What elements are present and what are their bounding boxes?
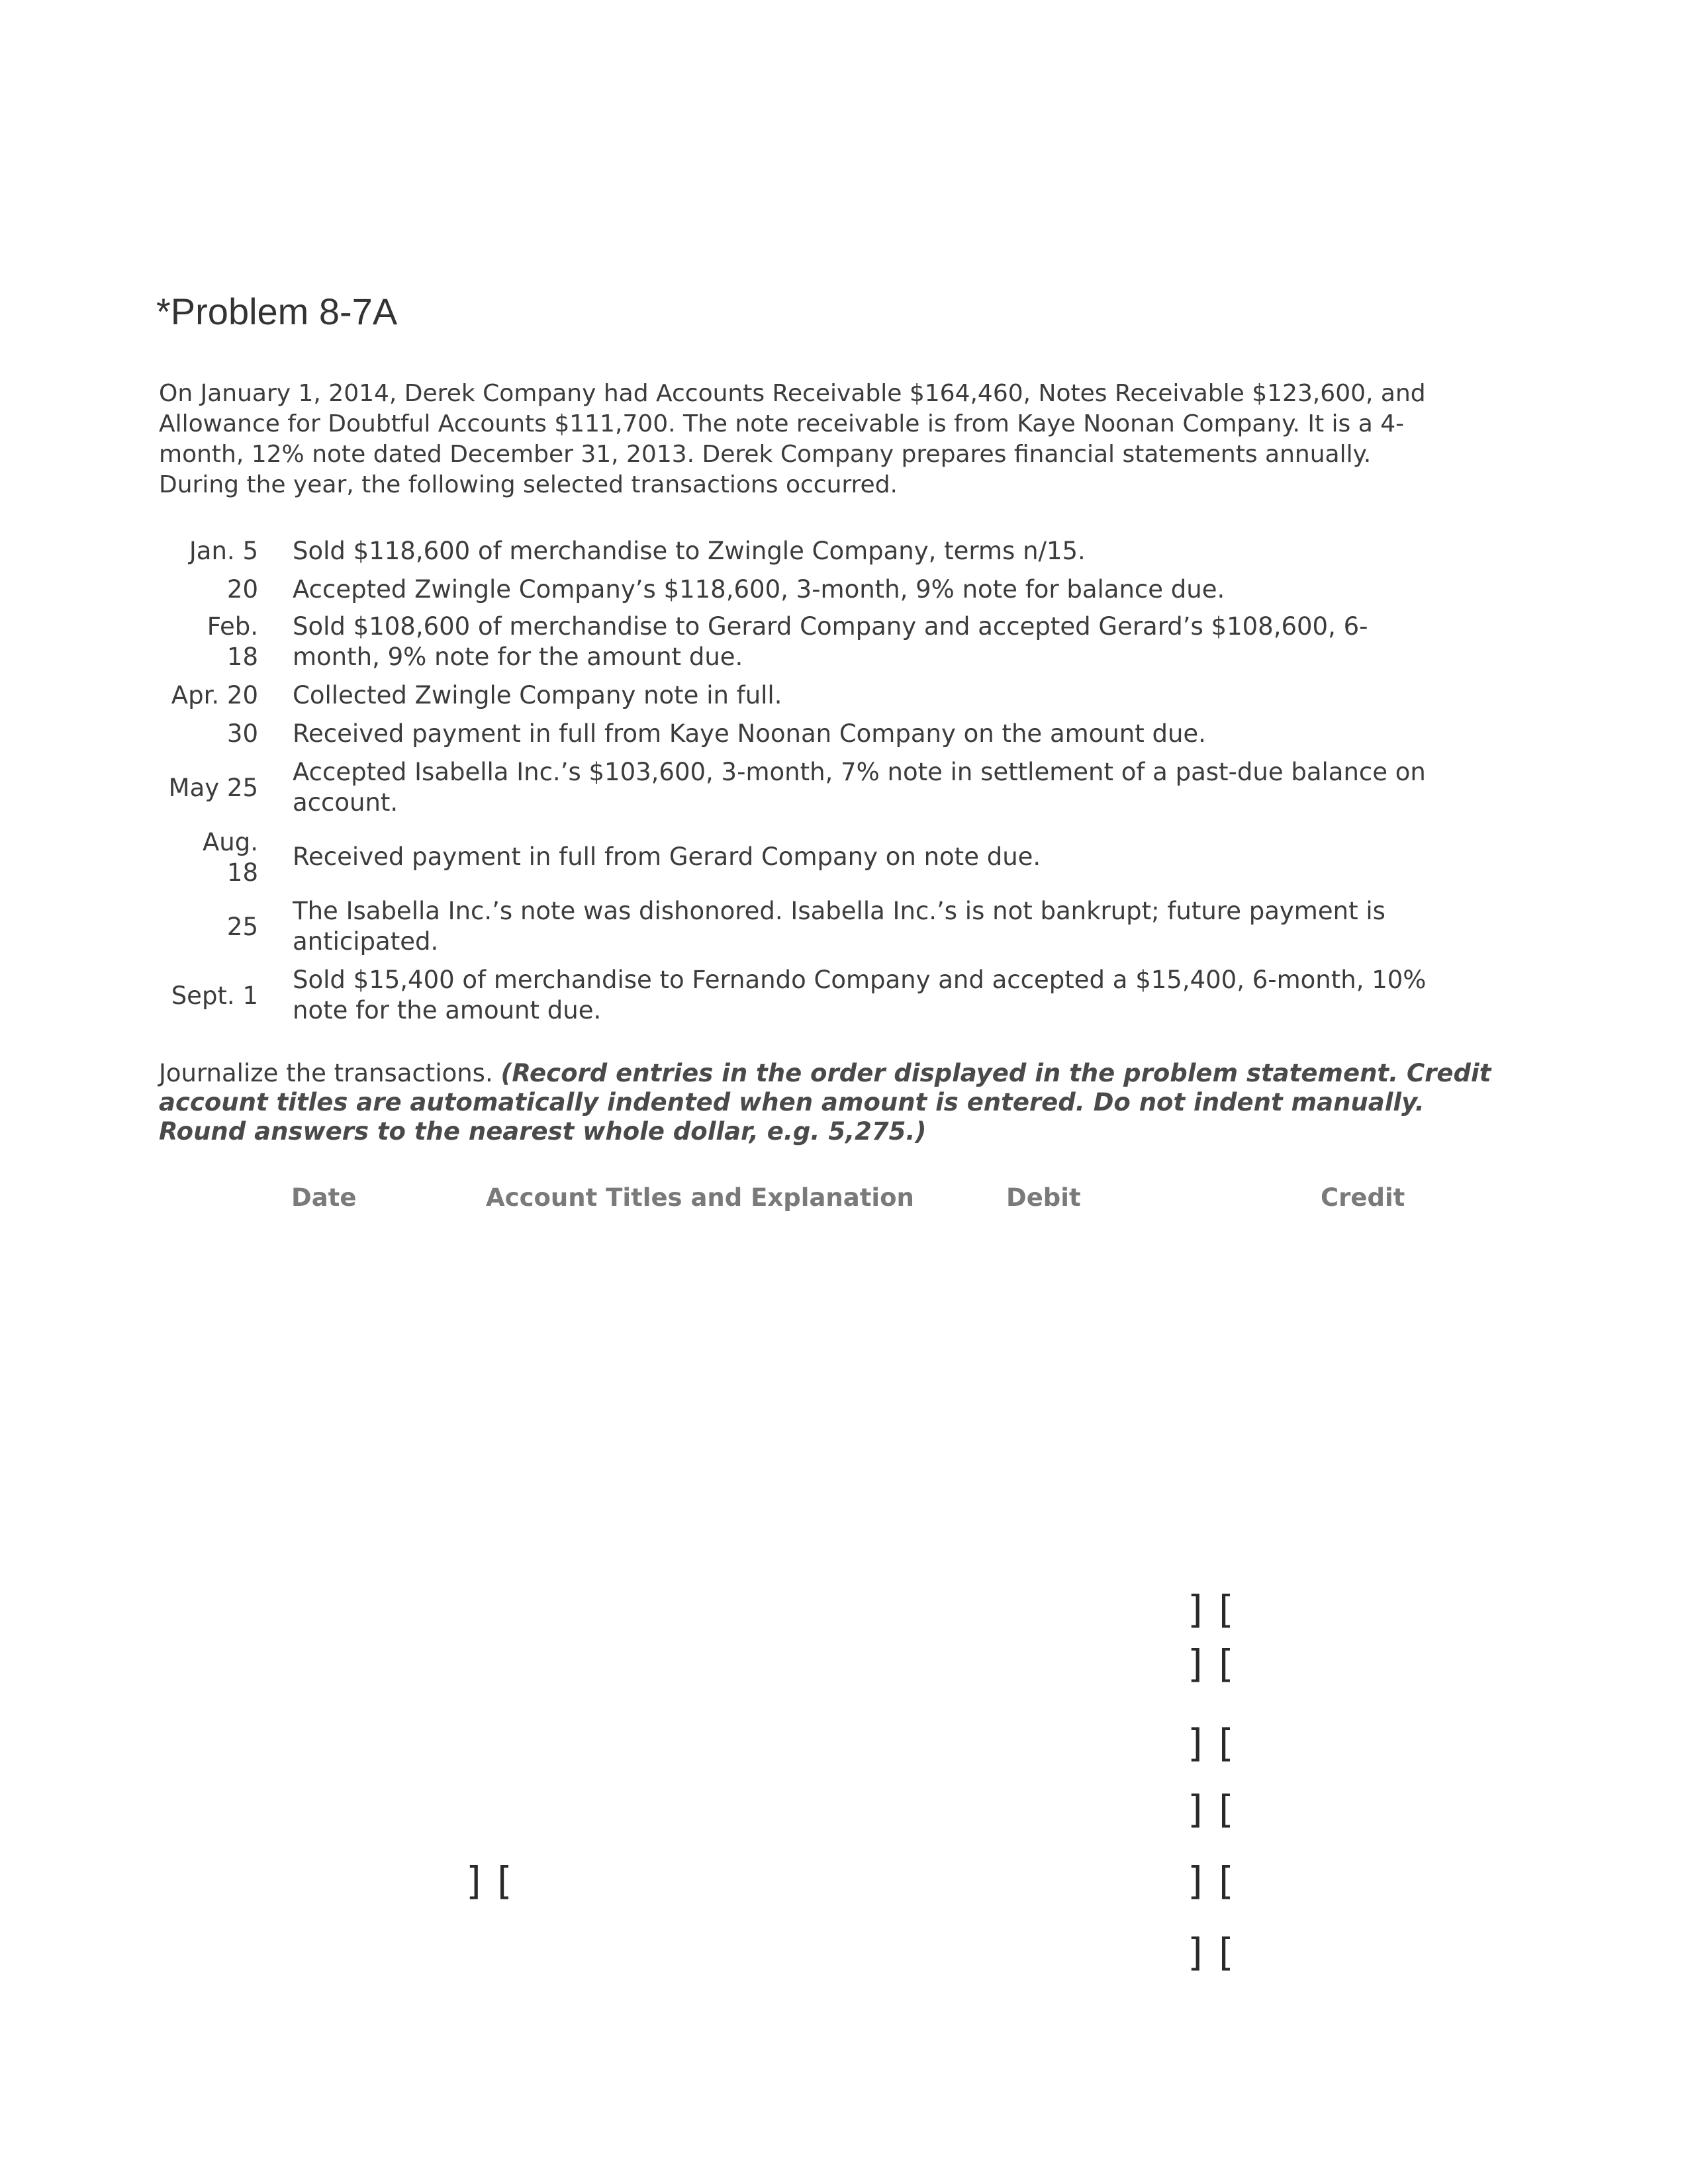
amount-input-field[interactable]: ][ — [1185, 1858, 1242, 1903]
page-title: *Problem 8-7A — [156, 291, 398, 332]
instructions-text: Journalize the transactions. — [159, 1059, 501, 1087]
column-header-debit: Debit — [1006, 1183, 1081, 1212]
instructions-emphasis: (Record entries in the order displayed in the problem statement. Credit — [500, 1059, 1491, 1087]
transaction-date: Feb. — [207, 612, 258, 641]
transaction-date: Apr. 20 — [171, 681, 258, 709]
date-input-field[interactable]: ][ — [463, 1858, 520, 1903]
amount-input-field[interactable]: ][ — [1185, 1787, 1242, 1832]
transaction-date: 25 — [226, 913, 258, 941]
transaction-description: Sold $108,600 of merchandise to Gerard Company and accepted Gerard’s $108,600, 6- — [293, 612, 1368, 641]
transaction-date: Aug. — [202, 828, 258, 856]
transaction-date: Jan. 5 — [189, 537, 258, 565]
amount-input-field[interactable]: ][ — [1185, 1930, 1242, 1975]
column-header-credit: Credit — [1321, 1183, 1405, 1212]
column-header-account: Account Titles and Explanation — [486, 1183, 914, 1212]
transaction-date: Sept. 1 — [171, 981, 258, 1010]
transaction-description: Sold $15,400 of merchandise to Fernando Company and accepted a $15,400, 6-month, 10% — [293, 966, 1427, 994]
transaction-description: note for the amount due. — [293, 996, 602, 1024]
transaction-description: Accepted Zwingle Company’s $118,600, 3-month, 9% note for balance due. — [293, 575, 1225, 604]
intro-line: Allowance for Doubtful Accounts $111,700. The note receivable is from Kaye Noonan Company. It is a 4- — [159, 410, 1405, 437]
intro-line: On January 1, 2014, Derek Company had Accounts Receivable $164,460, Notes Receivable $123,600, and — [159, 380, 1426, 407]
transaction-description: The Isabella Inc.’s note was dishonored. Isabella Inc.’s is not bankrupt; future payment is — [293, 897, 1385, 925]
intro-line: month, 12% note dated December 31, 2013. Derek Company prepares financial statements annually. — [159, 441, 1372, 468]
intro-line: During the year, the following selected transactions occurred. — [159, 471, 898, 498]
transaction-description: anticipated. — [293, 927, 439, 956]
transaction-description: account. — [293, 788, 399, 817]
column-header-date: Date — [291, 1183, 357, 1212]
transaction-description: Accepted Isabella Inc.’s $103,600, 3-month, 7% note in settlement of a past-due balance on — [293, 758, 1426, 786]
instructions-emphasis: account titles are automatically indented when amount is entered. Do not indent manually. — [159, 1088, 1425, 1116]
transaction-description: Received payment in full from Kaye Noonan Company on the amount due. — [293, 719, 1206, 748]
transaction-description: month, 9% note for the amount due. — [293, 643, 743, 671]
amount-input-field[interactable]: ][ — [1185, 1641, 1242, 1686]
transaction-description: Sold $118,600 of merchandise to Zwingle Company, terms n/15. — [293, 537, 1086, 565]
problem-intro — [159, 379, 1523, 500]
transaction-date: 18 — [226, 858, 258, 887]
amount-input-field[interactable]: ][ — [1185, 1721, 1242, 1766]
transaction-date: 30 — [226, 719, 258, 748]
instructions-emphasis: Round answers to the nearest whole dollar, e.g. 5,275.) — [159, 1117, 927, 1146]
amount-input-field[interactable]: ][ — [1185, 1587, 1242, 1632]
transaction-description: Received payment in full from Gerard Company on note due. — [293, 842, 1041, 871]
transaction-date: 20 — [226, 575, 258, 604]
transaction-date: May 25 — [168, 774, 258, 802]
transaction-date: 18 — [226, 643, 258, 671]
instructions — [159, 1059, 1536, 1146]
transaction-description: Collected Zwingle Company note in full. — [293, 681, 782, 709]
